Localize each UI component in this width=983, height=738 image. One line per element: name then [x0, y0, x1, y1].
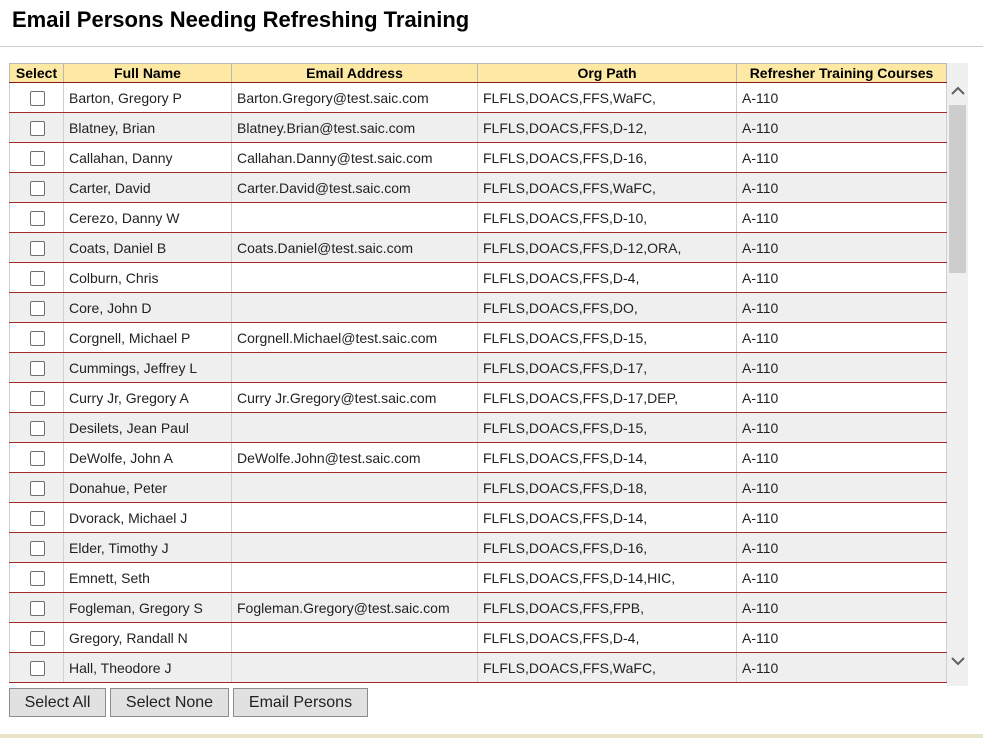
email-address-cell	[232, 293, 478, 323]
org-path-cell: FLFLS,DOACS,FFS,D-17,	[478, 353, 737, 383]
org-path-cell: FLFLS,DOACS,FFS,D-14,	[478, 503, 737, 533]
table-row[interactable]	[10, 353, 947, 383]
email-address-cell: Corgnell.Michael@test.saic.com	[232, 323, 478, 353]
select-cell	[10, 653, 64, 683]
table-row[interactable]	[10, 293, 947, 323]
select-cell	[10, 473, 64, 503]
org-path-cell: FLFLS,DOACS,FFS,D-16,	[478, 533, 737, 563]
title-divider	[0, 46, 983, 47]
select-cell	[10, 503, 64, 533]
org-path-cell: FLFLS,DOACS,FFS,D-17,DEP,	[478, 383, 737, 413]
table-body	[10, 83, 947, 683]
row-select-checkbox[interactable]	[30, 241, 45, 256]
refresher-course-cell: A-110	[737, 623, 947, 653]
org-path-cell: FLFLS,DOACS,FFS,D-12,	[478, 113, 737, 143]
org-path-cell: FLFLS,DOACS,FFS,D-15,	[478, 413, 737, 443]
full-name-cell: Gregory, Randall N	[64, 623, 232, 653]
table-row[interactable]	[10, 563, 947, 593]
full-name-cell: Barton, Gregory P	[64, 83, 232, 113]
refresher-course-cell: A-110	[737, 233, 947, 263]
email-address-cell: Curry Jr.Gregory@test.saic.com	[232, 383, 478, 413]
select-cell	[10, 293, 64, 323]
table-row[interactable]	[10, 443, 947, 473]
org-path-cell: FLFLS,DOACS,FFS,D-10,	[478, 203, 737, 233]
refresher-course-cell: A-110	[737, 503, 947, 533]
table-row[interactable]	[10, 623, 947, 653]
select-cell	[10, 263, 64, 293]
row-select-checkbox[interactable]	[30, 391, 45, 406]
select-cell	[10, 323, 64, 353]
org-path-cell: FLFLS,DOACS,FFS,D-12,ORA,	[478, 233, 737, 263]
org-path-cell: FLFLS,DOACS,FFS,FPB,	[478, 593, 737, 623]
column-header-full-name[interactable]: Full Name	[64, 64, 232, 83]
full-name-cell: Coats, Daniel B	[64, 233, 232, 263]
table-row[interactable]	[10, 653, 947, 683]
full-name-cell: Curry Jr, Gregory A	[64, 383, 232, 413]
full-name-cell: Colburn, Chris	[64, 263, 232, 293]
full-name-cell: Blatney, Brian	[64, 113, 232, 143]
row-select-checkbox[interactable]	[30, 211, 45, 226]
full-name-cell: Emnett, Seth	[64, 563, 232, 593]
row-select-checkbox[interactable]	[30, 151, 45, 166]
row-select-checkbox[interactable]	[30, 301, 45, 316]
column-header-email-address[interactable]: Email Address	[232, 64, 478, 83]
persons-grid[interactable]	[9, 63, 968, 686]
select-cell	[10, 173, 64, 203]
refresher-course-cell: A-110	[737, 323, 947, 353]
full-name-cell: Hall, Theodore J	[64, 653, 232, 683]
email-address-cell	[232, 503, 478, 533]
row-select-checkbox[interactable]	[30, 331, 45, 346]
row-select-checkbox[interactable]	[30, 91, 45, 106]
column-header-refresher-training-courses[interactable]: Refresher Training Courses	[737, 64, 947, 83]
email-address-cell	[232, 623, 478, 653]
full-name-cell: Fogleman, Gregory S	[64, 593, 232, 623]
full-name-cell: Core, John D	[64, 293, 232, 323]
full-name-cell: Corgnell, Michael P	[64, 323, 232, 353]
email-address-cell: Barton.Gregory@test.saic.com	[232, 83, 478, 113]
full-name-cell: Donahue, Peter	[64, 473, 232, 503]
full-name-cell: Carter, David	[64, 173, 232, 203]
select-cell	[10, 353, 64, 383]
row-select-checkbox[interactable]	[30, 661, 45, 676]
org-path-cell: FLFLS,DOACS,FFS,WaFC,	[478, 173, 737, 203]
scrollbar-thumb[interactable]	[949, 105, 966, 273]
table-row[interactable]	[10, 383, 947, 413]
org-path-cell: FLFLS,DOACS,FFS,D-14,	[478, 443, 737, 473]
refresher-course-cell: A-110	[737, 263, 947, 293]
row-select-checkbox[interactable]	[30, 571, 45, 586]
refresher-course-cell: A-110	[737, 653, 947, 683]
email-address-cell: DeWolfe.John@test.saic.com	[232, 443, 478, 473]
full-name-cell: Elder, Timothy J	[64, 533, 232, 563]
refresher-course-cell: A-110	[737, 173, 947, 203]
select-cell	[10, 533, 64, 563]
full-name-cell: Desilets, Jean Paul	[64, 413, 232, 443]
table-row[interactable]	[10, 323, 947, 353]
org-path-cell: FLFLS,DOACS,FFS,D-16,	[478, 143, 737, 173]
table-header-row	[10, 64, 947, 83]
row-select-checkbox[interactable]	[30, 271, 45, 286]
org-path-cell: FLFLS,DOACS,FFS,D-4,	[478, 623, 737, 653]
row-select-checkbox[interactable]	[30, 451, 45, 466]
row-select-checkbox[interactable]	[30, 631, 45, 646]
refresher-course-cell: A-110	[737, 533, 947, 563]
select-cell	[10, 413, 64, 443]
row-select-checkbox[interactable]	[30, 181, 45, 196]
full-name-cell: Dvorack, Michael J	[64, 503, 232, 533]
email-address-cell: Carter.David@test.saic.com	[232, 173, 478, 203]
row-select-checkbox[interactable]	[30, 361, 45, 376]
persons-table	[9, 63, 947, 683]
org-path-cell: FLFLS,DOACS,FFS,D-14,HIC,	[478, 563, 737, 593]
table-row[interactable]	[10, 203, 947, 233]
org-path-cell: FLFLS,DOACS,FFS,WaFC,	[478, 83, 737, 113]
table-row[interactable]	[10, 173, 947, 203]
refresher-course-cell: A-110	[737, 353, 947, 383]
select-cell	[10, 593, 64, 623]
org-path-cell: FLFLS,DOACS,FFS,D-4,	[478, 263, 737, 293]
email-address-cell	[232, 533, 478, 563]
full-name-cell: Cummings, Jeffrey L	[64, 353, 232, 383]
full-name-cell: Cerezo, Danny W	[64, 203, 232, 233]
select-cell	[10, 113, 64, 143]
refresher-course-cell: A-110	[737, 473, 947, 503]
email-address-cell: Blatney.Brian@test.saic.com	[232, 113, 478, 143]
email-address-cell	[232, 203, 478, 233]
email-persons-button[interactable]: Email Persons	[233, 688, 368, 717]
select-cell	[10, 83, 64, 113]
select-cell	[10, 623, 64, 653]
row-select-checkbox[interactable]	[30, 541, 45, 556]
table-row[interactable]	[10, 533, 947, 563]
column-header-select[interactable]: Select	[10, 64, 64, 83]
table-row[interactable]	[10, 413, 947, 443]
select-cell	[10, 143, 64, 173]
chevron-up-icon[interactable]	[947, 81, 968, 101]
table-row[interactable]	[10, 473, 947, 503]
select-all-button[interactable]: Select All	[9, 688, 106, 717]
refresher-course-cell: A-110	[737, 383, 947, 413]
chevron-down-icon[interactable]	[947, 652, 968, 672]
refresher-course-cell: A-110	[737, 83, 947, 113]
email-address-cell: Callahan.Danny@test.saic.com	[232, 143, 478, 173]
select-cell	[10, 383, 64, 413]
refresher-course-cell: A-110	[737, 593, 947, 623]
vertical-scrollbar[interactable]	[947, 63, 968, 686]
refresher-course-cell: A-110	[737, 113, 947, 143]
select-cell	[10, 563, 64, 593]
column-header-org-path[interactable]: Org Path	[478, 64, 737, 83]
refresher-course-cell: A-110	[737, 203, 947, 233]
select-cell	[10, 233, 64, 263]
org-path-cell: FLFLS,DOACS,FFS,D-18,	[478, 473, 737, 503]
org-path-cell: FLFLS,DOACS,FFS,DO,	[478, 293, 737, 323]
email-address-cell	[232, 563, 478, 593]
org-path-cell: FLFLS,DOACS,FFS,WaFC,	[478, 653, 737, 683]
row-select-checkbox[interactable]	[30, 481, 45, 496]
refresher-course-cell: A-110	[737, 293, 947, 323]
select-cell	[10, 443, 64, 473]
email-address-cell: Fogleman.Gregory@test.saic.com	[232, 593, 478, 623]
footer-divider	[0, 734, 983, 738]
row-select-checkbox[interactable]	[30, 601, 45, 616]
full-name-cell: DeWolfe, John A	[64, 443, 232, 473]
row-select-checkbox[interactable]	[30, 121, 45, 136]
select-cell	[10, 203, 64, 233]
org-path-cell: FLFLS,DOACS,FFS,D-15,	[478, 323, 737, 353]
table-row[interactable]	[10, 113, 947, 143]
table-row[interactable]	[10, 233, 947, 263]
row-select-checkbox[interactable]	[30, 511, 45, 526]
email-address-cell	[232, 263, 478, 293]
table-row[interactable]	[10, 143, 947, 173]
refresher-course-cell: A-110	[737, 443, 947, 473]
table-row[interactable]	[10, 83, 947, 113]
email-address-cell	[232, 413, 478, 443]
refresher-course-cell: A-110	[737, 413, 947, 443]
table-row[interactable]	[10, 503, 947, 533]
email-address-cell: Coats.Daniel@test.saic.com	[232, 233, 478, 263]
table-row[interactable]	[10, 263, 947, 293]
table-row[interactable]	[10, 593, 947, 623]
refresher-course-cell: A-110	[737, 143, 947, 173]
row-select-checkbox[interactable]	[30, 421, 45, 436]
refresher-course-cell: A-110	[737, 563, 947, 593]
full-name-cell: Callahan, Danny	[64, 143, 232, 173]
page-title: Email Persons Needing Refreshing Training	[12, 7, 470, 32]
select-none-button[interactable]: Select None	[110, 688, 229, 717]
email-address-cell	[232, 653, 478, 683]
email-address-cell	[232, 473, 478, 503]
email-address-cell	[232, 353, 478, 383]
